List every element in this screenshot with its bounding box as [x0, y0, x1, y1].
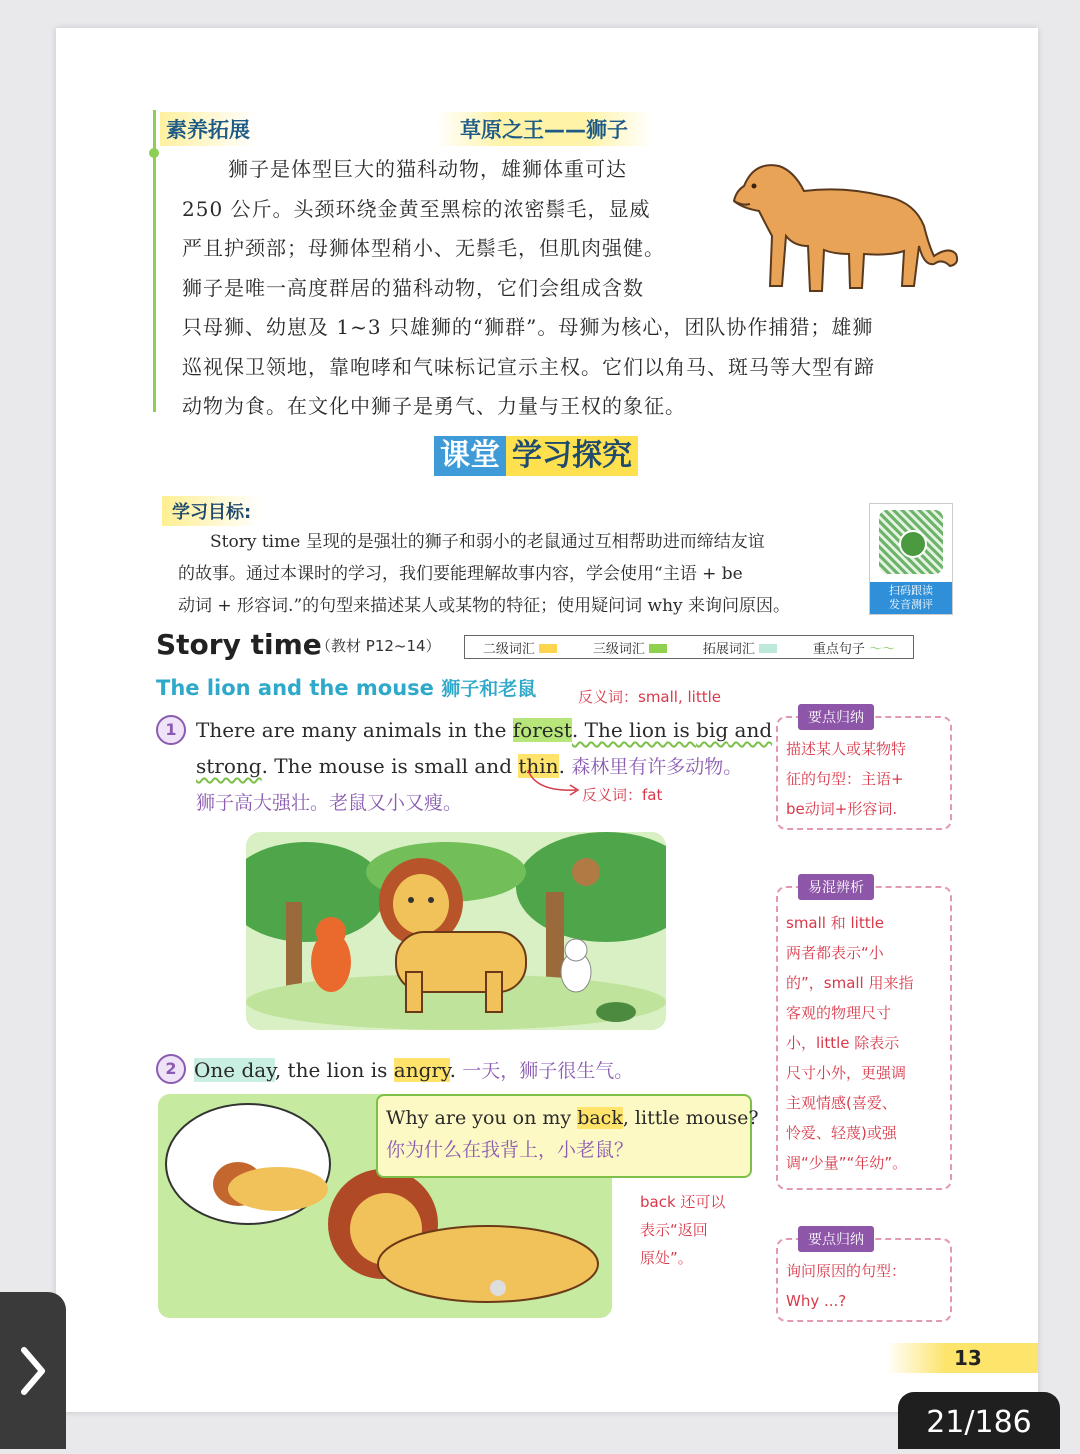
qr-code-icon: [879, 510, 943, 574]
extension-line: 狮子是唯一高度群居的猫科动物，它们会组成含数: [182, 275, 644, 300]
section-heading-part1: 课堂: [434, 436, 506, 476]
key-point-title-1: 要点归纳: [798, 704, 874, 730]
vocab-strong: strong: [196, 754, 262, 778]
goal-line: 动词 + 形容词.”的句型来描述某人或某物的特征；使用疑问词 why 来询问原因。: [178, 596, 791, 616]
goal-label: 学习目标:: [162, 496, 261, 526]
story-title: Story time: [156, 628, 322, 661]
extension-line: 只母狮、幼崽及 1~3 只雄狮的“狮群”。母狮为核心，团队协作捕猎；雄狮: [182, 315, 874, 339]
arrow-icon: [526, 768, 586, 798]
qr-caption-2: 发音测评: [889, 598, 933, 611]
extension-label: 素养拓展: [160, 112, 256, 146]
vocab-big: big: [696, 718, 729, 742]
legend-level3: 三级词汇: [593, 638, 667, 657]
paragraph-1-translation-2: 狮子高大强壮。老鼠又小又瘦。: [196, 792, 463, 814]
goal-text: [178, 526, 790, 622]
bubble-chinese: 你为什么在我背上，小老鼠？: [386, 1139, 634, 1161]
vocab-legend: [464, 635, 914, 659]
confusion-text: small 和 little 两者都表示“小 的”，small 用来指 客观的物理尺寸 小，little 除表示 尺寸小外，更强调 主观情感(喜爱、 怜爱、轻蔑)或强 调“少量”“年幼”。: [786, 914, 914, 1172]
qr-caption-1: 扫码跟读: [889, 584, 933, 597]
vocab-angry: angry: [393, 1058, 450, 1082]
book-page: [56, 28, 1038, 1412]
story-subtitle: [156, 674, 536, 701]
vocab-back: back: [577, 1107, 623, 1129]
legend-key-sentence: 重点句子 〜〜: [812, 641, 896, 657]
paragraph-number-1: 1: [156, 715, 186, 745]
lioness-illustration: [724, 146, 964, 296]
vocab-forest: forest: [512, 718, 572, 742]
speech-bubble: [376, 1094, 759, 1178]
bubble-english: Why are you on my back, little mouse?: [386, 1107, 759, 1129]
story-subtitle-cn: 狮子和老鼠: [441, 678, 537, 700]
extension-line: 狮子是体型巨大的猫科动物，雄狮体重可达: [228, 157, 627, 181]
legend-level2: 二级词汇: [483, 638, 557, 657]
paragraph-1-line-2: strong. The mouse is small and thin. 森林里有许多动物。: [196, 754, 743, 778]
extension-bar-dot: [149, 148, 159, 158]
page-counter-text: 21/186: [926, 1405, 1032, 1440]
goal-line: 的故事。通过本课时的学习，我们要能理解故事内容，学会使用“主语 + be: [178, 564, 743, 584]
key-point-text-1: 描述某人或某物特 征的句型：主语+ be动词+形容词.: [786, 740, 907, 818]
back-note: back 还可以 表示“返回 原处”。: [640, 1193, 726, 1267]
paragraph-number-2: 2: [156, 1054, 186, 1084]
antonym-note-2: 反义词：fat: [582, 786, 663, 804]
story-textbook-ref: （教材 P12~14）: [316, 637, 441, 655]
key-point-text-2: 询问原因的句型： Why ...?: [786, 1262, 907, 1310]
confusion-title: 易混辨析: [798, 874, 874, 900]
paragraph-1-line-1: There are many animals in the forest. The lion is big and: [196, 718, 773, 742]
key-point-title-2: 要点归纳: [798, 1226, 874, 1252]
extension-line: 严且护颈部；母狮体型稍小、无鬃毛，但肌肉强健。: [182, 236, 665, 260]
goal-line: Story time 呈现的是强壮的狮子和弱小的老鼠通过互相帮助进而缔结友谊: [210, 532, 765, 552]
paragraph-1-translation-1: 森林里有许多动物。: [571, 756, 743, 778]
legend-extended: 拓展词汇: [703, 638, 777, 657]
section-heading: [434, 436, 638, 476]
forest-illustration: [246, 832, 666, 1030]
paragraph-1: [196, 712, 776, 821]
paragraph-2: One day, the lion is angry. 一天，狮子很生气。: [194, 1058, 634, 1082]
page-number: 13: [954, 1346, 982, 1370]
phrase-one-day: One day: [194, 1058, 275, 1082]
extension-line: 巡视保卫领地，靠咆哮和气味标记宣示主权。它们以角马、斑马等大型有蹄: [182, 354, 875, 379]
page-counter: [898, 1392, 1060, 1449]
chevron-right-icon: [20, 1346, 46, 1396]
extension-line: 动物为食。在文化中狮子是勇气、力量与王权的象征。: [182, 394, 686, 418]
story-subtitle-en: The lion and the mouse: [156, 676, 434, 700]
extension-title: 草原之王——狮子: [436, 112, 652, 146]
paragraph-2-translation: 一天，狮子很生气。: [462, 1060, 634, 1082]
section-heading-part2: 学习探究: [506, 436, 638, 476]
extension-line: 250 公斤。头颈环绕金黄至黑棕的浓密鬃毛，显威: [182, 196, 651, 221]
antonym-note-1: 反义词：small, little: [578, 688, 721, 706]
next-page-button[interactable]: [0, 1292, 66, 1449]
vocab-thin: thin: [518, 754, 559, 778]
qr-code-box[interactable]: [869, 503, 953, 615]
